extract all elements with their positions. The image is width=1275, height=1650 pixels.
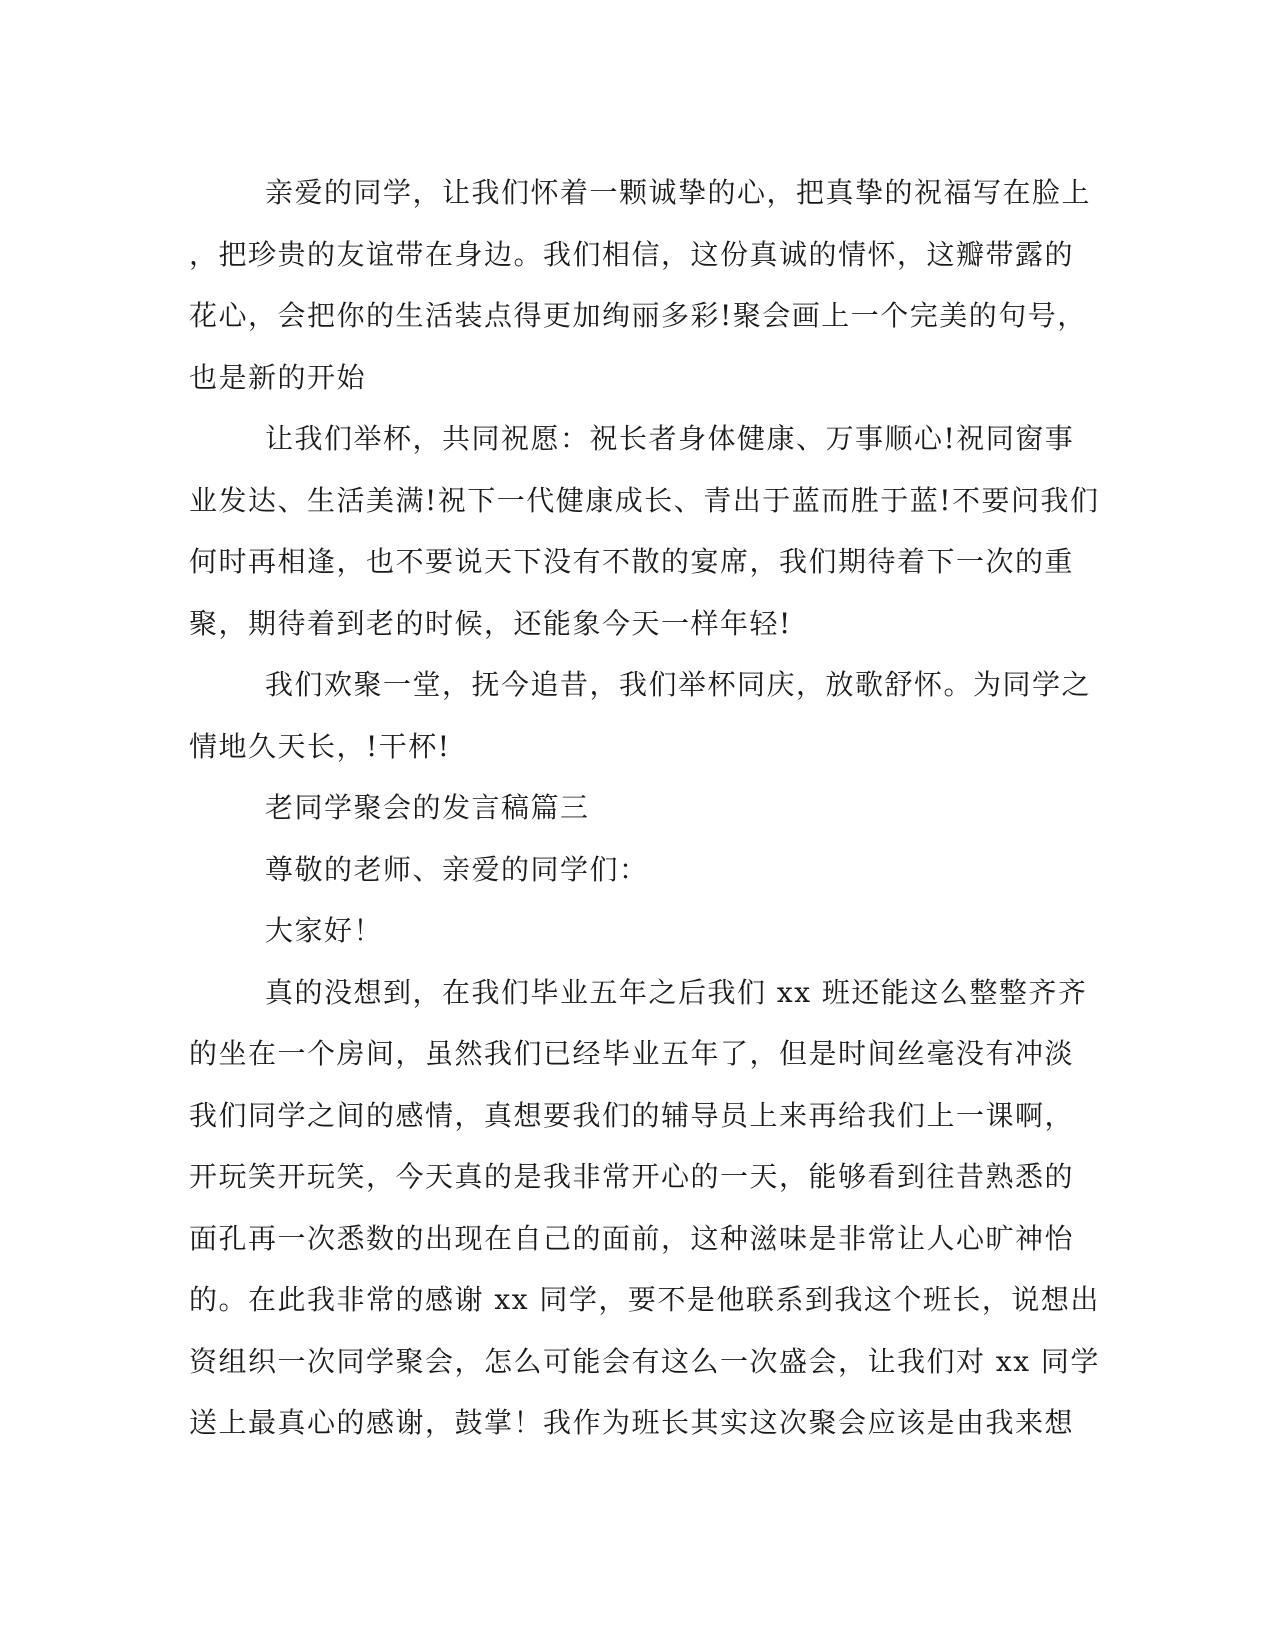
text-line: 让我们举杯，共同祝愿：祝长者身体健康、万事顺心!祝同窗事 [265, 422, 1075, 455]
text-line: ，把珍贵的友谊带在身边。我们相信，这份真诚的情怀，这瓣带露的 [189, 237, 1075, 271]
text-line: 聚，期待着到老的时候，还能象今天一样年轻! [189, 606, 792, 640]
section-heading: 老同学聚会的发言稿篇三 [265, 791, 590, 824]
text-line: 何时再相逢，也不要说天下没有不散的宴席，我们期待着下一次的重 [189, 545, 1075, 578]
text-line: 送上最真心的感谢，鼓掌！我作为班长其实这次聚会应该是由我来想 [189, 1406, 1075, 1439]
text-line: 的。在此我非常的感谢 xx 同学，要不是他联系到我这个班长，说想出 [189, 1283, 1100, 1316]
text-line: 亲爱的同学，让我们怀着一颗诚挚的心，把真挚的祝福写在脸上 [265, 176, 1092, 209]
text-line: 情地久天长，!干杯! [189, 729, 451, 763]
text-line: 真的没想到，在我们毕业五年之后我们 xx 班还能这么整整齐齐 [265, 975, 1088, 1009]
text-line: 业发达、生活美满!祝下一代健康成长、青出于蓝而胜于蓝!不要问我们 [189, 483, 1100, 517]
text-line: 开玩笑开玩笑，今天真的是我非常开心的一天，能够看到往昔熟悉的 [189, 1160, 1075, 1193]
text-line: 我们同学之间的感情，真想要我们的辅导员上来再给我们上一课啊， [189, 1098, 1075, 1132]
text-line: 我们欢聚一堂，抚今追昔，我们举杯同庆，放歌舒怀。为同学之 [265, 668, 1092, 701]
text-line: 花心，会把你的生活装点得更加绚丽多彩!聚会画上一个完美的句号， [189, 299, 1087, 332]
greeting: 大家好！ [265, 914, 384, 947]
text-line: 资组织一次同学聚会，怎么可能会有这么一次盛会，让我们对 xx 同学 [189, 1344, 1100, 1378]
salutation: 尊敬的老师、亲爱的同学们： [265, 852, 649, 886]
text-line: 的坐在一个房间，虽然我们已经毕业五年了，但是时间丝毫没有冲淡 [189, 1037, 1075, 1070]
text-line: 也是新的开始 [189, 360, 367, 394]
text-line: 面孔再一次悉数的出现在自己的面前，这种滋味是非常让人心旷神怡 [189, 1221, 1075, 1255]
document-body [189, 162, 1100, 1454]
